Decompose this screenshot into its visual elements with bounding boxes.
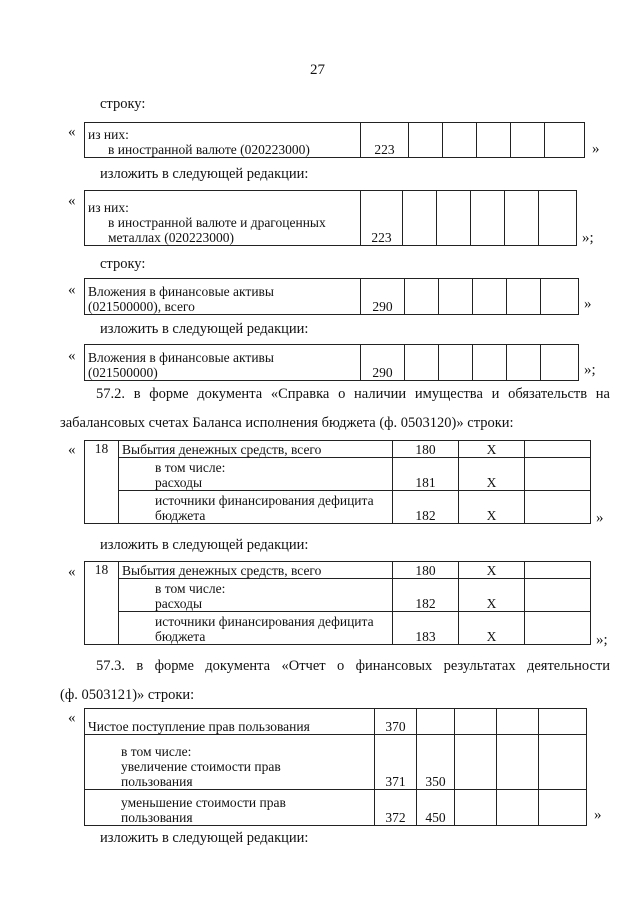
cell-label-1: из них: xyxy=(88,127,129,142)
text-izlozhit: изложить в следующей редакции: xyxy=(100,537,309,553)
cell-x: X xyxy=(459,562,525,579)
paragraph-57-2-line2: забалансовых счетах Баланса исполнения бюджета (ф. 0503120)» строки: xyxy=(60,415,514,431)
cell-label-1: в том числе: xyxy=(155,581,226,596)
cell-label-2: бюджета xyxy=(155,508,206,523)
cell-label-2: (021500000) xyxy=(88,365,158,380)
quote-close: » xyxy=(594,807,602,823)
cell-row-number: 18 xyxy=(85,562,119,645)
quote-close-semi: »; xyxy=(584,362,596,378)
cell-code: 371 xyxy=(375,735,417,790)
cell-label-2: (021500000), всего xyxy=(88,299,195,314)
cell-label-2: увеличение стоимости прав xyxy=(121,759,281,774)
table-row-foreign-currency-metals xyxy=(84,190,577,246)
cell-label-2: пользования xyxy=(121,810,193,825)
quote-open: « xyxy=(68,193,76,209)
cell-code: 290 xyxy=(361,279,405,315)
cell-x: X xyxy=(459,491,525,524)
text-stroku: строку: xyxy=(100,96,146,112)
cell-label-1: Вложения в финансовые активы xyxy=(88,284,274,299)
cell-label-1: источники финансирования дефицита xyxy=(155,493,374,508)
table-right-of-use xyxy=(84,708,587,826)
text-stroku: строку: xyxy=(100,256,146,272)
text-izlozhit: изложить в следующей редакции: xyxy=(100,321,309,337)
cell-label: Чистое поступление прав пользования xyxy=(85,709,375,735)
quote-close: » xyxy=(592,141,600,157)
cell-label: Выбытия денежных средств, всего xyxy=(119,562,393,579)
table-row-financial-assets xyxy=(84,344,579,381)
cell-label-2: в иностранной валюте и драгоценных xyxy=(108,215,326,230)
cell-x: X xyxy=(459,458,525,491)
quote-open: « xyxy=(68,442,76,458)
cell-x: X xyxy=(459,612,525,645)
cell-code: 183 xyxy=(393,612,459,645)
paragraph-57-3-line1: 57.3. в форме документа «Отчет о финансовых результатах деятельности xyxy=(96,658,610,674)
text-izlozhit: изложить в следующей редакции: xyxy=(100,830,309,846)
cell-x: X xyxy=(459,441,525,458)
cell-code: 370 xyxy=(375,709,417,735)
paragraph-57-3-line2: (ф. 0503121)» строки: xyxy=(60,687,195,703)
quote-close: » xyxy=(584,296,592,312)
cell-code: 223 xyxy=(361,123,409,158)
cell-label-1: в том числе: xyxy=(121,744,192,759)
quote-open: « xyxy=(68,124,76,140)
quote-open: « xyxy=(68,564,76,580)
cell-code: 223 xyxy=(361,191,403,246)
text-izlozhit: изложить в следующей редакции: xyxy=(100,166,309,182)
cell-label-1: Вложения в финансовые активы xyxy=(88,350,274,365)
quote-open: « xyxy=(68,710,76,726)
cell-label-3: металлах (020223000) xyxy=(108,230,235,245)
cell-row-number: 18 xyxy=(85,441,119,524)
cell-code: 372 xyxy=(375,790,417,826)
cell-code2: 350 xyxy=(417,735,455,790)
quote-close: » xyxy=(596,510,604,526)
cell-code: 180 xyxy=(393,562,459,579)
cell-x: X xyxy=(459,579,525,612)
table-row-financial-assets-total xyxy=(84,278,579,315)
cell-label: Выбытия денежных средств, всего xyxy=(119,441,393,458)
quote-close-semi: »; xyxy=(596,632,608,648)
cell-label-3: пользования xyxy=(121,774,193,789)
cell-code: 182 xyxy=(393,579,459,612)
cell-label-2: расходы xyxy=(155,596,203,611)
quote-close-semi: »; xyxy=(582,230,594,246)
cell-label-1: источники финансирования дефицита xyxy=(155,614,374,629)
cell-label-2: расходы xyxy=(155,475,203,490)
cell-label-2: в иностранной валюте (020223000) xyxy=(108,142,310,157)
cell-code: 290 xyxy=(361,345,405,381)
cell-label-2: бюджета xyxy=(155,629,206,644)
cell-code: 180 xyxy=(393,441,459,458)
cell-label-1: в том числе: xyxy=(155,460,226,475)
cell-label-1: уменьшение стоимости прав xyxy=(121,795,286,810)
cell-code: 181 xyxy=(393,458,459,491)
table-row-foreign-currency xyxy=(84,122,585,158)
paragraph-57-2-line1: 57.2. в форме документа «Справка о наличии имущества и обязательств на xyxy=(96,386,610,402)
table-cash-outflows xyxy=(84,440,591,524)
cell-code2: 450 xyxy=(417,790,455,826)
quote-open: « xyxy=(68,348,76,364)
quote-open: « xyxy=(68,282,76,298)
page-number: 27 xyxy=(310,62,325,78)
cell-code: 182 xyxy=(393,491,459,524)
cell-label-1: из них: xyxy=(88,200,129,215)
table-cash-outflows-new xyxy=(84,561,591,645)
